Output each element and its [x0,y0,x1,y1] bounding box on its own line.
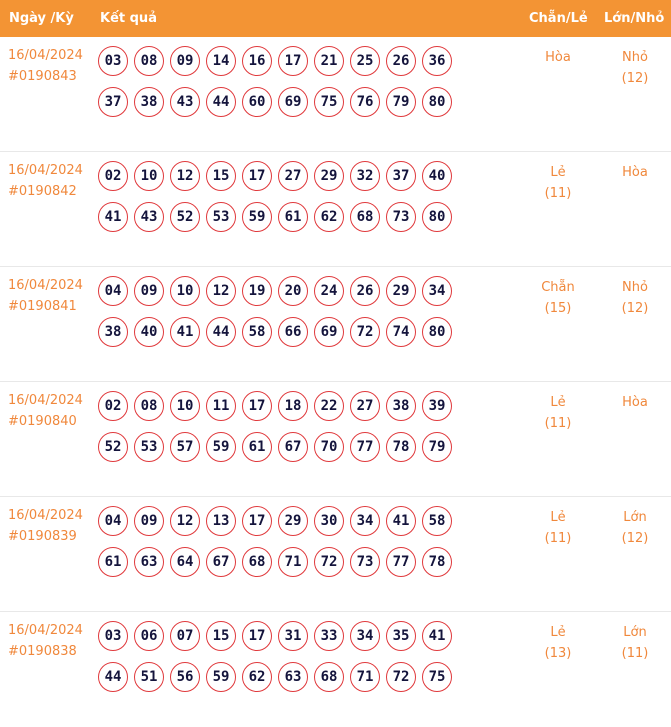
number-ball: 38 [386,391,416,421]
draw-code: #0190839 [8,529,77,544]
draw-code: #0190840 [8,414,77,429]
number-ball: 79 [422,432,452,462]
number-ball: 61 [278,202,308,232]
number-ball: 09 [134,506,164,536]
chanle-result [528,392,588,434]
number-ball: 51 [134,662,164,692]
number-ball: 40 [134,317,164,347]
number-ball: 15 [206,621,236,651]
number-ball: 16 [242,46,272,76]
result-numbers [98,161,478,232]
number-ball: 36 [422,46,452,76]
number-ball: 63 [278,662,308,692]
number-ball: 69 [278,87,308,117]
results-table-header [0,0,671,37]
number-ball: 80 [422,87,452,117]
number-ball: 75 [422,662,452,692]
date-column-header: Ngày /Kỳ [9,11,74,26]
number-ball: 52 [170,202,200,232]
number-ball: 27 [350,391,380,421]
number-ball: 38 [98,317,128,347]
number-ball: 17 [278,46,308,76]
draw-date: 16/04/2024 [8,163,83,178]
draw-date: 16/04/2024 [8,48,83,63]
results-table-body [0,37,671,727]
chanle-count: (11) [544,186,572,201]
chanle-result [528,622,588,664]
lonnho-result [605,392,665,413]
number-ball: 44 [206,87,236,117]
number-ball: 62 [314,202,344,232]
draw-code: #0190838 [8,644,77,659]
lonnho-result [605,622,665,664]
number-ball: 41 [386,506,416,536]
number-ball: 12 [170,161,200,191]
number-ball: 15 [206,161,236,191]
lonnho-count: (12) [621,301,649,316]
number-ball: 12 [206,276,236,306]
number-ball: 58 [422,506,452,536]
number-ball: 61 [242,432,272,462]
draw-row [0,152,671,267]
number-ball: 10 [134,161,164,191]
number-ball: 76 [350,87,380,117]
number-ball: 11 [206,391,236,421]
number-ball: 66 [278,317,308,347]
number-ball: 72 [314,547,344,577]
number-ball: 58 [242,317,272,347]
number-ball: 34 [422,276,452,306]
number-ball: 10 [170,276,200,306]
number-ball: 40 [422,161,452,191]
number-ball: 69 [314,317,344,347]
result-numbers [98,391,478,462]
lonnho-result [605,277,665,319]
result-column-header: Kết quả [100,11,157,26]
chanle-label: Lẻ [550,625,566,640]
number-ball: 74 [386,317,416,347]
number-ball: 56 [170,662,200,692]
number-ball: 70 [314,432,344,462]
result-numbers [98,621,478,692]
number-ball: 18 [278,391,308,421]
draw-row [0,37,671,152]
number-ball: 41 [98,202,128,232]
number-ball: 52 [98,432,128,462]
number-ball: 59 [206,432,236,462]
number-ball: 22 [314,391,344,421]
number-ball: 77 [386,547,416,577]
lonnho-count: (12) [621,71,649,86]
lonnho-result [605,507,665,549]
number-ball: 53 [206,202,236,232]
lonnho-result [605,162,665,183]
number-ball: 68 [242,547,272,577]
number-ball: 35 [386,621,416,651]
chanle-count: (13) [544,646,572,661]
lonnho-label: Nhỏ [622,50,648,65]
chanle-label: Chẵn [541,280,575,295]
chanle-column-header: Chẵn/Lẻ [529,11,588,26]
number-ball: 14 [206,46,236,76]
number-ball: 27 [278,161,308,191]
chanle-count: (15) [544,301,572,316]
chanle-result [528,162,588,204]
lonnho-count: (11) [621,646,649,661]
number-ball: 34 [350,506,380,536]
number-ball: 24 [314,276,344,306]
number-ball: 39 [422,391,452,421]
number-ball: 73 [350,547,380,577]
number-ball: 17 [242,621,272,651]
number-ball: 71 [278,547,308,577]
number-ball: 17 [242,506,272,536]
number-ball: 32 [350,161,380,191]
number-ball: 63 [134,547,164,577]
draw-code: #0190843 [8,69,77,84]
number-ball: 10 [170,391,200,421]
chanle-label: Hòa [545,50,571,65]
number-ball: 13 [206,506,236,536]
lonnho-label: Lớn [623,510,647,525]
result-numbers [98,46,478,117]
draw-date: 16/04/2024 [8,508,83,523]
lonnho-count: (12) [621,531,649,546]
number-ball: 02 [98,161,128,191]
number-ball: 25 [350,46,380,76]
number-ball: 30 [314,506,344,536]
chanle-result [528,47,588,68]
number-ball: 80 [422,317,452,347]
number-ball: 04 [98,506,128,536]
draw-row [0,612,671,727]
chanle-result [528,507,588,549]
number-ball: 08 [134,391,164,421]
number-ball: 09 [134,276,164,306]
chanle-count: (11) [544,416,572,431]
number-ball: 17 [242,161,272,191]
draw-date: 16/04/2024 [8,623,83,638]
number-ball: 03 [98,621,128,651]
number-ball: 41 [170,317,200,347]
number-ball: 02 [98,391,128,421]
number-ball: 80 [422,202,452,232]
number-ball: 21 [314,46,344,76]
number-ball: 03 [98,46,128,76]
number-ball: 37 [98,87,128,117]
draw-date: 16/04/2024 [8,393,83,408]
number-ball: 29 [278,506,308,536]
chanle-label: Lẻ [550,165,566,180]
draw-row [0,267,671,382]
lonnho-label: Lớn [623,625,647,640]
number-ball: 20 [278,276,308,306]
number-ball: 37 [386,161,416,191]
number-ball: 44 [206,317,236,347]
number-ball: 31 [278,621,308,651]
chanle-count: (11) [544,531,572,546]
number-ball: 60 [242,87,272,117]
number-ball: 71 [350,662,380,692]
number-ball: 73 [386,202,416,232]
number-ball: 12 [170,506,200,536]
number-ball: 17 [242,391,272,421]
number-ball: 29 [314,161,344,191]
number-ball: 64 [170,547,200,577]
number-ball: 19 [242,276,272,306]
number-ball: 38 [134,87,164,117]
number-ball: 09 [170,46,200,76]
result-numbers [98,276,478,347]
number-ball: 68 [350,202,380,232]
lonnho-column-header: Lớn/Nhỏ [604,11,665,26]
number-ball: 44 [98,662,128,692]
number-ball: 26 [350,276,380,306]
number-ball: 43 [134,202,164,232]
lonnho-result [605,47,665,89]
number-ball: 04 [98,276,128,306]
number-ball: 33 [314,621,344,651]
chanle-label: Lẻ [550,510,566,525]
number-ball: 61 [98,547,128,577]
draw-code: #0190841 [8,299,77,314]
number-ball: 34 [350,621,380,651]
number-ball: 67 [206,547,236,577]
number-ball: 72 [350,317,380,347]
number-ball: 79 [386,87,416,117]
number-ball: 26 [386,46,416,76]
number-ball: 68 [314,662,344,692]
number-ball: 72 [386,662,416,692]
result-numbers [98,506,478,577]
number-ball: 75 [314,87,344,117]
lonnho-label: Nhỏ [622,280,648,295]
number-ball: 08 [134,46,164,76]
number-ball: 62 [242,662,272,692]
number-ball: 78 [386,432,416,462]
number-ball: 78 [422,547,452,577]
number-ball: 67 [278,432,308,462]
number-ball: 06 [134,621,164,651]
number-ball: 41 [422,621,452,651]
draw-code: #0190842 [8,184,77,199]
number-ball: 53 [134,432,164,462]
lonnho-label: Hòa [622,395,648,410]
number-ball: 29 [386,276,416,306]
number-ball: 43 [170,87,200,117]
chanle-label: Lẻ [550,395,566,410]
draw-date: 16/04/2024 [8,278,83,293]
draw-row [0,497,671,612]
number-ball: 59 [206,662,236,692]
number-ball: 57 [170,432,200,462]
draw-row [0,382,671,497]
lonnho-label: Hòa [622,165,648,180]
chanle-result [528,277,588,319]
number-ball: 77 [350,432,380,462]
number-ball: 59 [242,202,272,232]
number-ball: 07 [170,621,200,651]
